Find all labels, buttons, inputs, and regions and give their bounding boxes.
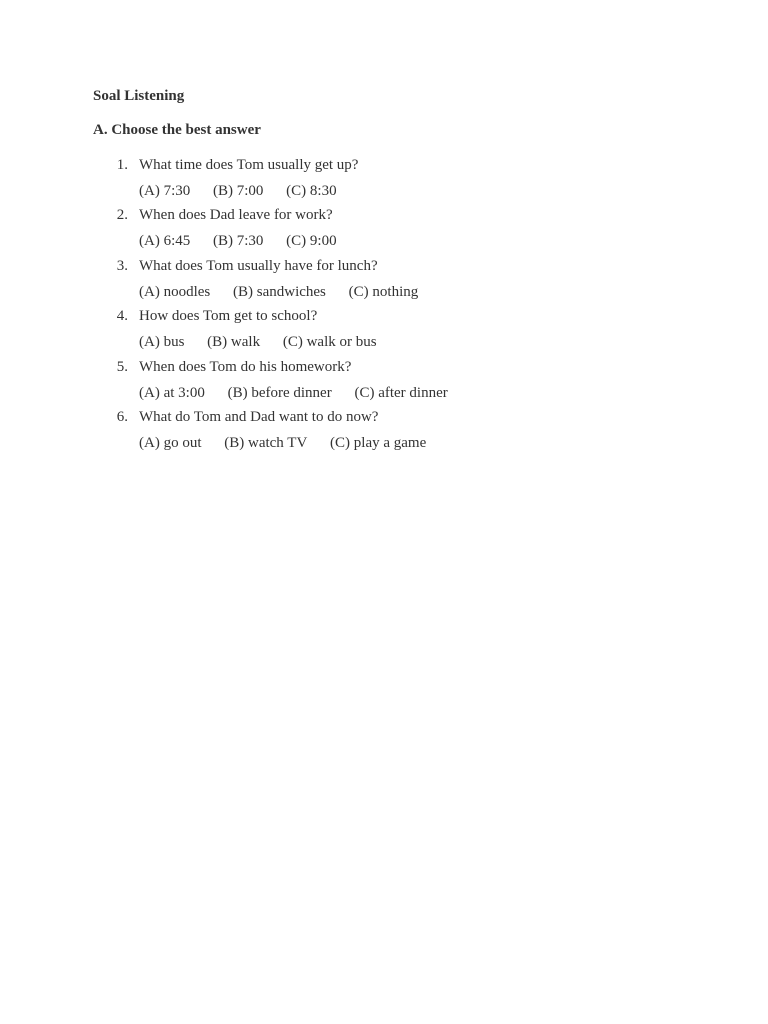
question-text: When does Dad leave for work? (139, 207, 333, 224)
question-item (0, 354, 768, 404)
answer-option-a: (A) go out (139, 434, 202, 451)
answer-option-b: (B) sandwiches (233, 283, 326, 300)
answer-option-b: (B) 7:30 (213, 233, 264, 250)
answer-options (139, 283, 418, 301)
question-text: What time does Tom usually get up? (139, 157, 359, 173)
question-item (0, 152, 768, 202)
answer-option-b: (B) watch TV (224, 434, 308, 451)
answer-option-c: (C) play a game (330, 434, 427, 451)
question-number: 6. (116, 408, 128, 425)
answer-options (139, 333, 377, 351)
question-text: What does Tom usually have for lunch? (139, 257, 378, 274)
question-item (0, 202, 768, 252)
answer-option-b: (B) before dinner (227, 384, 332, 401)
answer-option-c: (C) after dinner (354, 384, 448, 401)
question-item (0, 303, 768, 353)
question-number: 1. (116, 157, 128, 173)
question-list (0, 152, 768, 454)
document-title: Soal Listening (93, 88, 185, 104)
answer-option-c: (C) 8:30 (286, 183, 337, 199)
question-number: 2. (116, 207, 128, 224)
answer-options (139, 182, 337, 200)
answer-option-c: (C) nothing (348, 283, 419, 300)
answer-option-a: (A) 7:30 (139, 183, 191, 199)
answer-option-a: (A) 6:45 (139, 233, 191, 250)
answer-option-a: (A) bus (139, 334, 185, 351)
question-text: How does Tom get to school? (139, 308, 318, 325)
answer-option-a: (A) noodles (139, 283, 211, 300)
question-item (0, 404, 768, 454)
question-text: What do Tom and Dad want to do now? (139, 408, 379, 425)
question-text: When does Tom do his homework? (139, 358, 352, 375)
answer-option-a: (A) at 3:00 (139, 384, 205, 401)
answer-options (139, 384, 448, 402)
question-number: 5. (116, 358, 128, 375)
question-number: 3. (116, 257, 128, 274)
question-number: 4. (116, 308, 128, 325)
section-heading: A. Choose the best answer (93, 122, 261, 138)
answer-option-b: (B) walk (207, 334, 261, 351)
answer-option-b: (B) 7:00 (213, 183, 264, 199)
answer-options (139, 434, 426, 452)
answer-option-c: (C) walk or bus (282, 334, 377, 351)
answer-option-c: (C) 9:00 (286, 233, 337, 250)
question-item (0, 253, 768, 303)
answer-options (139, 232, 337, 250)
